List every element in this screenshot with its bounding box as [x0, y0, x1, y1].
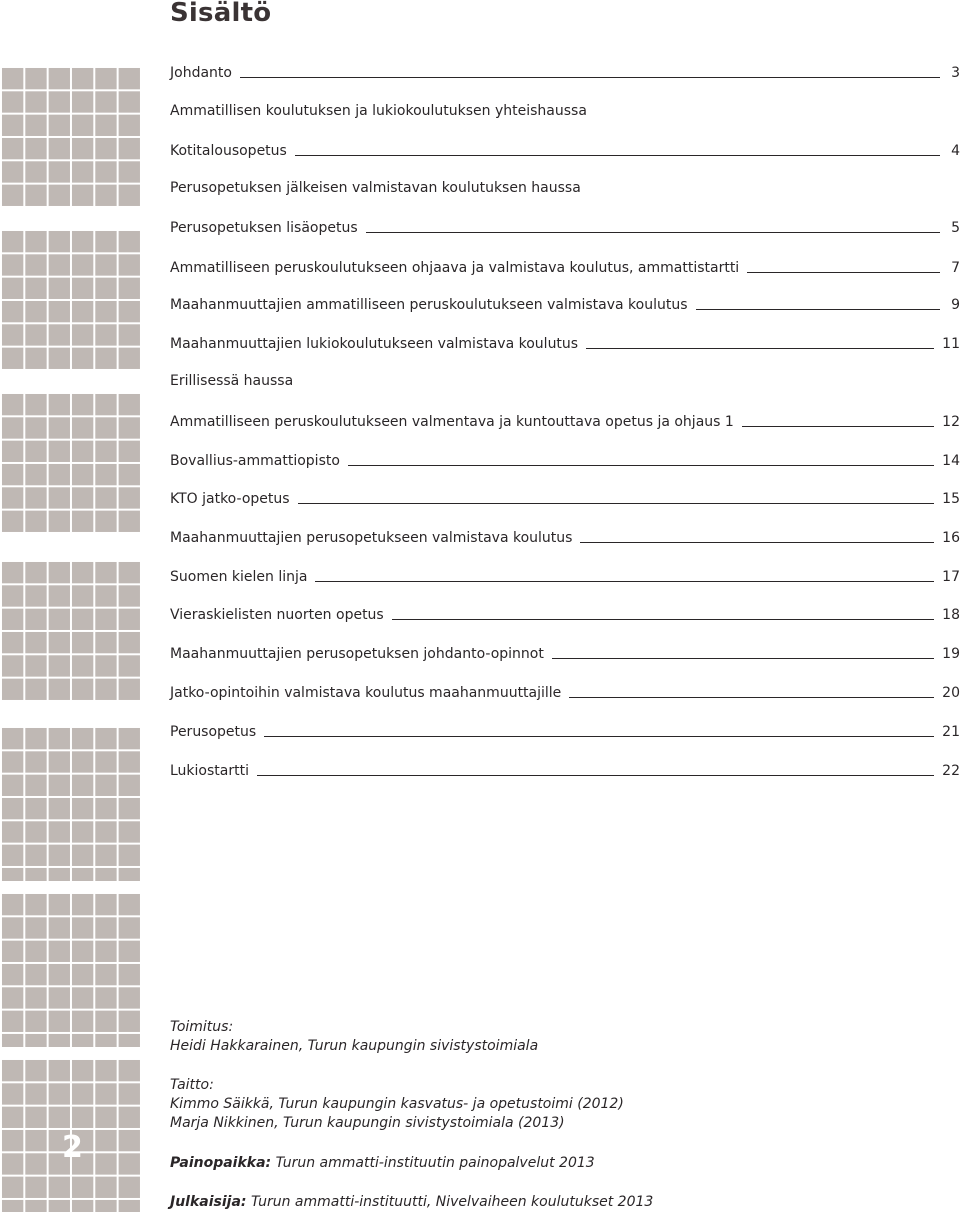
toc-leader-line — [240, 76, 940, 78]
toc-entry-label: Ammatilliseen peruskoulutukseen ohjaava ja valmistava koulutus, ammattistartti — [170, 260, 740, 276]
toc-entry[interactable] — [170, 136, 960, 160]
toc-leader-line — [295, 154, 940, 156]
credits-julkaisija — [170, 1193, 653, 1212]
page-number: 2 — [62, 1130, 83, 1165]
toc-entry-page: 15 — [942, 491, 960, 507]
toc-entry-label: Johdanto — [170, 65, 232, 81]
toc-entry-page: 5 — [951, 220, 960, 236]
toc-entry-page: 20 — [942, 685, 960, 701]
toc-entry[interactable] — [170, 407, 960, 431]
toc-entry[interactable] — [170, 678, 960, 702]
toc-leader-line — [298, 502, 935, 504]
grid-block — [0, 66, 140, 206]
toc-entry-label: Kotitalousopetus — [170, 143, 287, 159]
credits-toimitus — [170, 1018, 538, 1056]
julkaisija-value: Turun ammatti-instituutti, Nivelvaiheen koulutukset 2013 — [246, 1194, 654, 1210]
toc-section-heading: Perusopetuksen jälkeisen valmistavan koulutuksen haussa — [170, 180, 581, 196]
toc-entry-page: 9 — [951, 297, 960, 313]
toc-entry-page: 18 — [942, 607, 960, 623]
toc-leader-line — [580, 541, 934, 543]
toc-entry-label: Maahanmuuttajien lukiokoulutukseen valmistava koulutus — [170, 336, 579, 352]
toc-entry[interactable] — [170, 600, 960, 624]
toc-leader-line — [552, 657, 934, 659]
toc-entry-label: Bovallius-ammattiopisto — [170, 453, 340, 469]
toc-entry-label: Perusopetus — [170, 724, 257, 740]
toc-leader-line — [696, 308, 940, 310]
toc-entry[interactable] — [170, 523, 960, 547]
toc-entry-label: Maahanmuuttajien ammatilliseen peruskoulutukseen valmistava koulutus — [170, 297, 688, 313]
toc-entry[interactable] — [170, 329, 960, 353]
credits-painopaikka — [170, 1154, 595, 1173]
toc-entry-page: 21 — [942, 724, 960, 740]
toc-entry[interactable] — [170, 484, 960, 508]
toc-entry[interactable] — [170, 253, 960, 277]
toc-leader-line — [747, 271, 940, 273]
toc-leader-line — [366, 231, 940, 233]
toc-section-heading: Erillisessä haussa — [170, 373, 294, 389]
toc-leader-line — [257, 774, 934, 776]
toc-entry-label: Maahanmuuttajien perusopetuksen johdanto-opinnot — [170, 646, 544, 662]
toc-entry-page: 14 — [942, 453, 960, 469]
painopaikka-value: Turun ammatti-instituutin painopalvelut 2013 — [271, 1155, 595, 1171]
toc-entry-page: 7 — [951, 260, 960, 276]
toc-entry-label: Lukiostartti — [170, 763, 249, 779]
page-title: Sisältö — [170, 0, 272, 28]
toc-entry-label: Perusopetuksen lisäopetus — [170, 220, 358, 236]
painopaikka-label: Painopaikka: — [170, 1155, 272, 1171]
toimitus-line: Heidi Hakkarainen, Turun kaupungin sivistystoimiala — [170, 1038, 539, 1054]
toc-entry-label: Maahanmuuttajien perusopetukseen valmistava koulutus — [170, 530, 573, 546]
toc-entry-page: 22 — [942, 763, 960, 779]
grid-block — [0, 392, 140, 532]
toc-leader-line — [742, 425, 934, 427]
grid-block — [0, 560, 140, 700]
julkaisija-label: Julkaisija: — [170, 1194, 247, 1210]
toc-entry[interactable] — [170, 58, 960, 82]
toc-entry[interactable] — [170, 446, 960, 470]
toc-leader-line — [315, 580, 934, 582]
toc-entry-page: 17 — [942, 569, 960, 585]
toc-leader-line — [586, 347, 934, 349]
toc-entry-page: 4 — [951, 143, 960, 159]
toc-entry-label: Vieraskielisten nuorten opetus — [170, 607, 384, 623]
toc-entry[interactable] — [170, 562, 960, 586]
toc-entry-label: Ammatilliseen peruskoulutukseen valmentava ja kuntouttava opetus ja ohjaus 1 — [170, 414, 734, 430]
grid-block — [0, 229, 140, 369]
credits-taitto — [170, 1076, 624, 1133]
taitto-line: Kimmo Säikkä, Turun kaupungin kasvatus- ja opetustoimi (2012) — [170, 1096, 624, 1112]
toc-entry-page: 3 — [951, 65, 960, 81]
toc-leader-line — [264, 735, 934, 737]
toc-leader-line — [392, 618, 934, 620]
toc-section-heading: Ammatillisen koulutuksen ja lukiokoulutuksen yhteishaussa — [170, 103, 587, 119]
toc-entry[interactable] — [170, 290, 960, 314]
toc-entry-label: Jatko-opintoihin valmistava koulutus maahanmuuttajille — [170, 685, 562, 701]
taitto-label: Taitto: — [170, 1077, 214, 1093]
toc-entry-page: 16 — [942, 530, 960, 546]
toc-entry[interactable] — [170, 213, 960, 237]
taitto-line: Marja Nikkinen, Turun kaupungin sivistystoimiala (2013) — [170, 1115, 565, 1131]
toc-entry-page: 11 — [942, 336, 960, 352]
toc-entry[interactable] — [170, 756, 960, 780]
toc-leader-line — [348, 464, 934, 466]
toc-entry-label: KTO jatko-opetus — [170, 491, 290, 507]
toc-leader-line — [569, 696, 934, 698]
toimitus-label: Toimitus: — [170, 1019, 234, 1035]
grid-block — [0, 892, 140, 1047]
toc-entry-page: 12 — [942, 414, 960, 430]
toc-entry-page: 19 — [942, 646, 960, 662]
toc-entry[interactable] — [170, 717, 960, 741]
toc-entry-label: Suomen kielen linja — [170, 569, 308, 585]
toc-entry[interactable] — [170, 639, 960, 663]
grid-block — [0, 726, 140, 881]
